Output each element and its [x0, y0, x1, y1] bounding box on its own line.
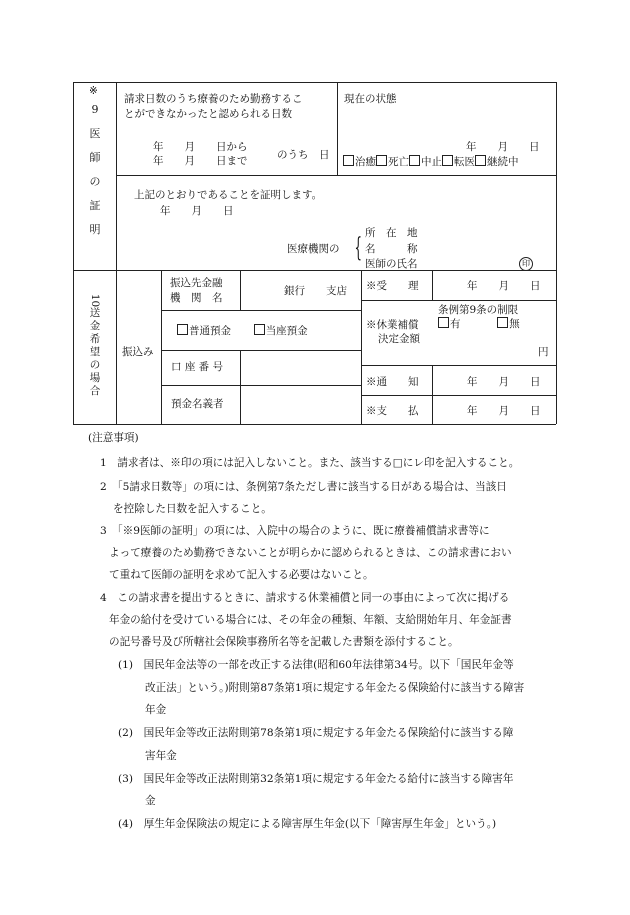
status-checkbox[interactable] — [409, 155, 420, 166]
certify-date[interactable]: 年 月 日 — [160, 205, 234, 217]
brace-icon: { — [354, 233, 362, 263]
note-line: 3 「※9医師の証明」の項には、入院中の場合のように、既に療養補償請求書等に — [100, 525, 490, 537]
section9-vertical-label: 9 医 師 の 証 明 — [89, 103, 101, 236]
to-date-line[interactable]: 年 月 日まで — [153, 155, 248, 167]
note-line: 年金 — [145, 704, 167, 716]
payment-date[interactable]: 年 月 日 — [467, 405, 541, 417]
notice-label: ※通 知 — [366, 376, 419, 388]
restriction-options: 有 無 — [438, 317, 520, 331]
name-label: 名 称 — [365, 243, 418, 255]
status-date[interactable]: 年 月 日 — [466, 141, 540, 153]
account-number-label: 口 座 番 号 — [171, 361, 224, 373]
status-checkbox[interactable] — [343, 155, 354, 166]
days-of-which[interactable]: のうち 日 — [277, 149, 330, 161]
account-holder-label: 預金名義者 — [171, 398, 224, 410]
note-line: を控除した日数を記入すること。 — [113, 503, 272, 515]
compensation-label-2: 決定金額 — [378, 333, 420, 345]
transfer-label: 振込み — [122, 346, 154, 358]
days-label-1: 請求日数のうち療養のため勤務するこ — [124, 93, 303, 105]
note-line: (1) 国民年金法等の一部を改正する法律(昭和60年法律第34号。以下「国民年金等 — [118, 659, 514, 671]
bank-label-2: 機 関 名 — [170, 292, 223, 304]
doctor-label: 医師の氏名 — [365, 258, 418, 270]
restriction-label: 条例第9条の制限 — [438, 304, 519, 316]
address-label: 所 在 地 — [365, 227, 418, 239]
note-line: (2) 国民年金等改正法附則第78条第1項に規定する年金たる保険給付に該当する障 — [118, 727, 514, 739]
notice-date[interactable]: 年 月 日 — [467, 376, 541, 388]
status-checkbox[interactable] — [475, 155, 486, 166]
note-line: 年金の給付を受けている場合には、その年金の種類、年額、支給開始年月、年金証書 — [109, 614, 512, 626]
section10-vertical-label: 10 送 金 希 望 の 場 合 — [89, 293, 102, 397]
status-checkbox[interactable] — [442, 155, 453, 166]
note-line: 1 請求者は、※印の項には記入しないこと。また、該当する□にレ印を記入すること。 — [100, 457, 520, 469]
has-checkbox[interactable] — [438, 317, 449, 328]
note-line: 改正法」という。)附則第87条第1項に規定する年金たる保険給付に該当する障害 — [145, 682, 525, 694]
note-line: の記号番号及び所轄社会保険事務所名等を記載した書類を添付すること。 — [109, 636, 459, 648]
note-line: (4) 厚生年金保険法の規定による障害厚生年金(以下「障害厚生年金」という。) — [118, 818, 497, 830]
institution-label: 医療機関の — [287, 243, 340, 255]
from-date-line[interactable]: 年 月 日から — [153, 141, 248, 153]
note-line: 4 この請求書を提出するときに、請求する休業補償と同一の事由によって次に掲げる — [100, 592, 510, 604]
receipt-label: ※受 理 — [366, 280, 419, 292]
current-checkbox[interactable] — [254, 324, 265, 335]
status-title: 現在の状態 — [344, 93, 397, 105]
receipt-date[interactable]: 年 月 日 — [467, 280, 541, 292]
days-label-2: とができなかったと認められる日数 — [124, 108, 292, 120]
section9-mark: ※ — [89, 85, 98, 97]
certify-text: 上記のとおりであることを証明します。 — [134, 189, 323, 201]
status-options: 治癒 死亡 中止 転医 継続中 — [343, 155, 519, 169]
note-line: 金 — [145, 795, 156, 807]
none-checkbox[interactable] — [497, 317, 508, 328]
note-line: (3) 国民年金等改正法附則第32条第1項に規定する年金たる給付に該当する障害年 — [118, 773, 514, 785]
compensation-label-1: ※休業補償 — [366, 319, 419, 331]
payment-label: ※支 払 — [366, 405, 419, 417]
note-line: 2 「5請求日数等」の項には、条例第7条ただし書に該当する日がある場合は、当該日 — [100, 481, 507, 493]
yen-unit: 円 — [538, 346, 549, 358]
note-line: 害年金 — [145, 750, 177, 762]
bank-label-1: 振込先金融 — [170, 277, 223, 289]
notes-title: (注意事項) — [88, 432, 139, 444]
status-checkbox[interactable] — [376, 155, 387, 166]
ordinary-checkbox[interactable] — [177, 324, 188, 335]
account-type: 普通預金 当座預金 — [177, 324, 308, 338]
bank-value[interactable]: 銀行 支店 — [284, 285, 347, 297]
note-line: よって療養のため勤務できないことが明らかに認められるときは、この請求書におい — [109, 547, 512, 559]
note-line: て重ねて医師の証明を求めて記入する必要はないこと。 — [109, 569, 374, 581]
seal-icon: 印 — [519, 257, 533, 271]
